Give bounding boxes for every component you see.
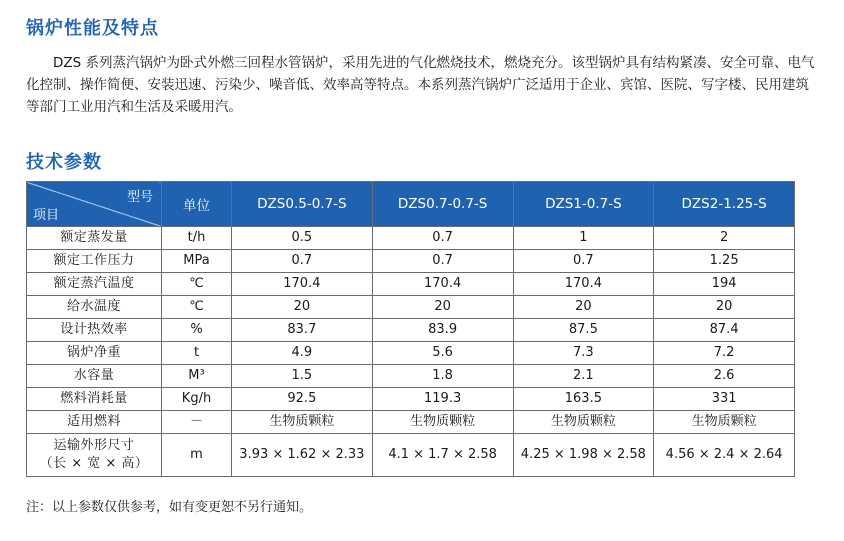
row-label: 水容量 (27, 365, 162, 388)
dims-label-line2: （长 × 宽 × 高） (39, 456, 149, 471)
intro-paragraph: DZS 系列蒸汽锅炉为卧式外燃三回程水管锅炉，采用先进的气化燃烧技术，燃烧充分。该型锅炉具有结构紧凑、安全可靠、电气化控制、操作简便、安装迅速、污染少、噪音低、效率高等特点。本系列蒸汽锅炉广泛适用于企业、宾馆、医院、写字楼、民用建筑等部门工业用汽和生活及采暖用汽。 (26, 55, 815, 115)
row-value: 20 (232, 296, 373, 319)
row-value: 170.4 (232, 273, 373, 296)
row-value: 0.5 (232, 227, 373, 250)
row-label: 设计热效率 (27, 319, 162, 342)
row-value: 20 (372, 296, 513, 319)
row-value: 1.25 (654, 250, 795, 273)
row-value: 20 (654, 296, 795, 319)
row-value: 2 (654, 227, 795, 250)
row-label: 额定工作压力 (27, 250, 162, 273)
row-unit: ℃ (162, 273, 232, 296)
row-value: 20 (513, 296, 654, 319)
row-value: 92.5 (232, 388, 373, 411)
row-label: 额定蒸发量 (27, 227, 162, 250)
model-header: DZS0.5-0.7-S (232, 182, 373, 227)
table-row (27, 273, 795, 296)
unit-header: 单位 (162, 182, 232, 227)
row-unit: m (162, 434, 232, 477)
row-unit: % (162, 319, 232, 342)
row-value: 0.7 (372, 227, 513, 250)
row-value: 0.7 (513, 250, 654, 273)
row-value: 119.3 (372, 388, 513, 411)
row-value: 4.56 × 2.4 × 2.64 (654, 434, 795, 477)
row-value: 163.5 (513, 388, 654, 411)
row-value: 5.6 (372, 342, 513, 365)
row-unit: t (162, 342, 232, 365)
row-value: 87.5 (513, 319, 654, 342)
table-row (27, 227, 795, 250)
row-value: 83.9 (372, 319, 513, 342)
row-value: 生物质颗粒 (654, 411, 795, 434)
row-value: 331 (654, 388, 795, 411)
spec-table (26, 181, 795, 477)
model-header: DZS2-1.25-S (654, 182, 795, 227)
table-row (27, 365, 795, 388)
row-value: 83.7 (232, 319, 373, 342)
row-value: 87.4 (654, 319, 795, 342)
row-value: 7.2 (654, 342, 795, 365)
table-row (27, 388, 795, 411)
row-unit: ℃ (162, 296, 232, 319)
row-value: 生物质颗粒 (513, 411, 654, 434)
row-value: 0.7 (232, 250, 373, 273)
row-value: 2.6 (654, 365, 795, 388)
corner-model-label: 型号 (126, 190, 153, 205)
row-label: 额定蒸汽温度 (27, 273, 162, 296)
dims-label-line1: 运输外形尺寸 (53, 438, 135, 453)
row-value: 194 (654, 273, 795, 296)
row-unit: Kg/h (162, 388, 232, 411)
table-row (27, 250, 795, 273)
row-label (27, 434, 162, 477)
model-header: DZS0.7-0.7-S (372, 182, 513, 227)
spec-table-container (26, 181, 794, 477)
row-unit: MPa (162, 250, 232, 273)
row-value: 0.7 (372, 250, 513, 273)
table-row-dimensions (27, 434, 795, 477)
row-value: 1.5 (232, 365, 373, 388)
model-header: DZS1-0.7-S (513, 182, 654, 227)
row-value: 4.1 × 1.7 × 2.58 (372, 434, 513, 477)
row-value: 7.3 (513, 342, 654, 365)
section-title-specs: 技术参数 (26, 152, 102, 173)
row-label: 锅炉净重 (27, 342, 162, 365)
row-value: 170.4 (513, 273, 654, 296)
corner-item-label: 项目 (33, 208, 60, 223)
row-value: 生物质颗粒 (232, 411, 373, 434)
table-row (27, 296, 795, 319)
table-row (27, 342, 795, 365)
row-value: 170.4 (372, 273, 513, 296)
row-label: 给水温度 (27, 296, 162, 319)
row-unit: t/h (162, 227, 232, 250)
row-value: 2.1 (513, 365, 654, 388)
corner-header-cell (27, 182, 162, 227)
row-label: 适用燃料 (27, 411, 162, 434)
row-value: 1 (513, 227, 654, 250)
row-value: 生物质颗粒 (372, 411, 513, 434)
row-value: 4.25 × 1.98 × 2.58 (513, 434, 654, 477)
footnote: 注：以上参数仅供参考，如有变更恕不另行通知。 (26, 500, 313, 515)
row-label: 燃料消耗量 (27, 388, 162, 411)
row-value: 4.9 (232, 342, 373, 365)
table-header-row (27, 182, 795, 227)
row-value: 3.93 × 1.62 × 2.33 (232, 434, 373, 477)
row-unit: － (162, 411, 232, 434)
row-unit: M³ (162, 365, 232, 388)
section-title-features: 锅炉性能及特点 (26, 18, 159, 39)
table-row (27, 319, 795, 342)
table-row (27, 411, 795, 434)
row-value: 1.8 (372, 365, 513, 388)
